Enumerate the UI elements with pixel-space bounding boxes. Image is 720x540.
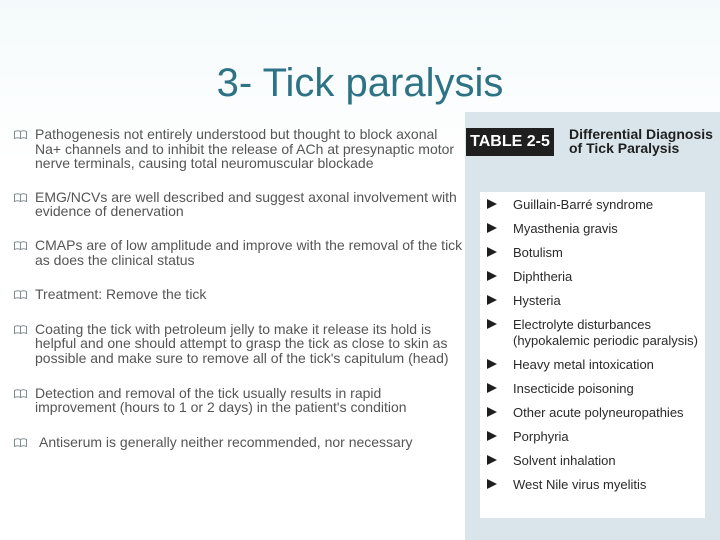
book-icon <box>14 438 27 447</box>
book-icon <box>14 290 27 299</box>
diagnosis-label: Diphtheria <box>513 269 573 284</box>
book-icon <box>14 325 27 334</box>
diagnosis-label: Solvent inhalation <box>513 452 616 468</box>
bullet-text: CMAPs are of low amplitude and improve with the removal of the tick as does the clinical status <box>35 236 463 268</box>
differential-diagnosis-list <box>487 197 707 501</box>
diagnosis-item <box>487 357 707 373</box>
bullet-item <box>14 322 464 366</box>
diagnosis-label: Electrolyte disturbances (hypokalemic periodic paralysis) <box>513 317 698 348</box>
table-caption: Differential Diagnosis of Tick Paralysis <box>569 126 713 157</box>
diagnosis-label: Botulism <box>513 245 563 260</box>
arrow-right-icon <box>487 431 497 441</box>
bullet-item <box>14 190 464 219</box>
diagnosis-item <box>487 221 707 237</box>
bullet-text: Antiserum is generally neither recommended, nor necessary <box>39 433 413 450</box>
arrow-right-icon <box>487 319 497 329</box>
book-icon <box>14 130 27 139</box>
arrow-right-icon <box>487 455 497 465</box>
book-icon <box>14 241 27 250</box>
diagnosis-item <box>487 477 707 493</box>
arrow-right-icon <box>487 359 497 369</box>
diagnosis-label: Myasthenia gravis <box>513 221 618 236</box>
bullet-item <box>14 386 464 415</box>
diagnosis-label: West Nile virus myelitis <box>513 476 647 492</box>
diagnosis-item <box>487 269 707 285</box>
bullet-item <box>14 238 464 267</box>
bullet-text: Treatment: Remove the tick <box>35 286 207 303</box>
bullet-item <box>14 435 464 450</box>
diagnosis-label: Other acute polyneuropathies <box>513 404 684 420</box>
slide-title: 3- Tick paralysis <box>216 61 504 105</box>
arrow-right-icon <box>487 295 497 305</box>
book-icon <box>14 193 27 202</box>
diagnosis-item <box>487 405 707 421</box>
book-icon <box>14 389 27 398</box>
arrow-right-icon <box>487 407 497 417</box>
diagnosis-item <box>487 453 707 469</box>
diagnosis-label: Porphyria <box>513 428 569 444</box>
arrow-right-icon <box>487 247 497 257</box>
bullet-text: Pathogenesis not entirely understood but thought to block axonal Na+ channels and to inhibit the release of ACh at presynaptic motor nerve terminals, causing total neuromuscular blockade <box>35 126 455 172</box>
arrow-right-icon <box>487 383 497 393</box>
arrow-right-icon <box>487 479 497 489</box>
diagnosis-item <box>487 381 707 397</box>
diagnosis-item <box>487 293 707 309</box>
diagnosis-label: Hysteria <box>513 293 561 308</box>
table-number-tag: TABLE 2-5 <box>466 128 554 156</box>
arrow-right-icon <box>487 271 497 281</box>
bullet-text: Coating the tick with petroleum jelly to make it release its hold is helpful and one should attempt to grasp the tick as close to skin as possible and make sure to remove all of the tick's capitulum (head) <box>35 320 449 366</box>
bullet-item <box>14 127 464 171</box>
arrow-right-icon <box>487 223 497 233</box>
diagnosis-item <box>487 245 707 261</box>
arrow-right-icon <box>487 199 497 209</box>
bullet-text: Detection and removal of the tick usually results in rapid improvement (hours to 1 or 2 days) in the patient's condition <box>35 384 407 416</box>
diagnosis-item <box>487 429 707 445</box>
diagnosis-item <box>487 317 707 348</box>
diagnosis-label: Heavy metal intoxication <box>513 356 654 372</box>
diagnosis-label: Guillain-Barré syndrome <box>513 197 654 212</box>
diagnosis-label: Insecticide poisoning <box>513 380 634 396</box>
bullet-list <box>14 127 464 469</box>
diagnosis-item <box>487 197 707 213</box>
bullet-text: EMG/NCVs are well described and suggest axonal involvement with evidence of denervation <box>35 188 457 220</box>
bullet-item <box>14 287 464 302</box>
